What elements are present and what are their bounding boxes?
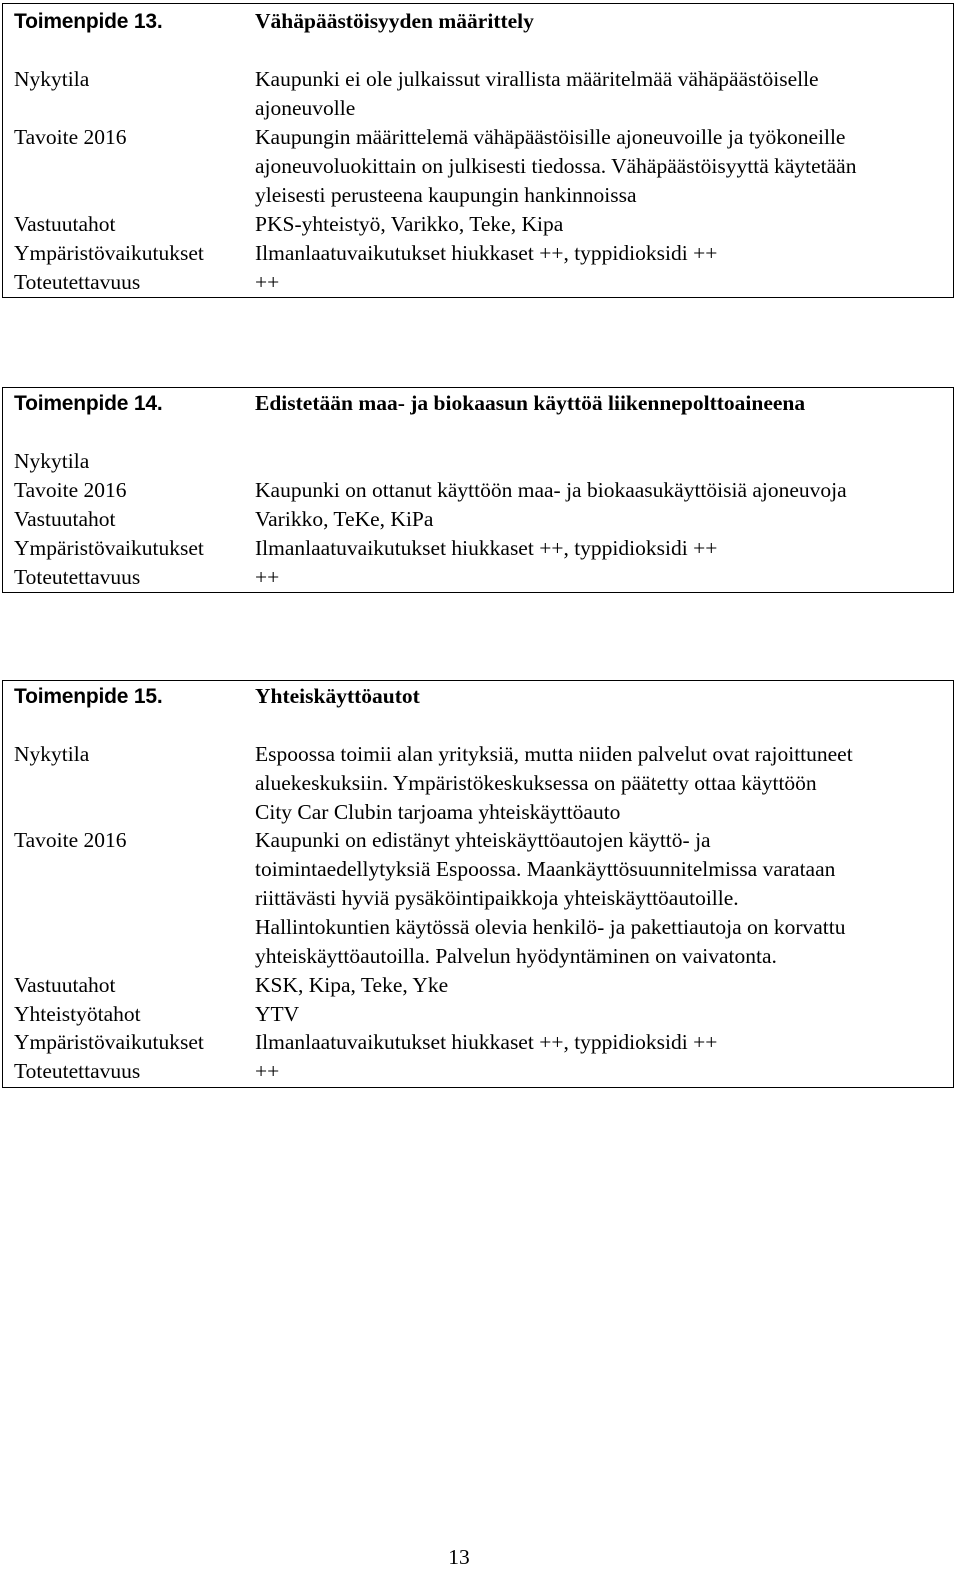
measure-number: Toimenpide 15. — [14, 685, 163, 708]
measure-13-table — [2, 3, 954, 298]
row-value — [255, 505, 950, 534]
value-line: KSK, Kipa, Teke, Yke — [255, 973, 449, 997]
row-label: Tavoite 2016 — [14, 478, 127, 502]
row-value — [255, 1057, 950, 1086]
value-line: ++ — [255, 270, 280, 294]
row-value — [255, 123, 950, 210]
row-label: Nykytila — [14, 742, 90, 766]
value-line: PKS-yhteistyö, Varikko, Teke, Kipa — [255, 212, 564, 236]
row-label: Vastuutahot — [14, 973, 116, 997]
value-line: YTV — [255, 1002, 300, 1026]
row-label: Toteutettavuus — [14, 565, 141, 589]
row-value — [255, 740, 950, 827]
measure-title: Yhteiskäyttöautot — [255, 684, 420, 708]
value-line: Kaupunki on edistänyt yhteiskäyttöautojen käyttö- ja — [255, 828, 711, 852]
value-line: riittävästi hyviä pysäköintipaikkoja yhteiskäyttöautoille. — [255, 886, 739, 910]
row-value — [255, 826, 950, 971]
row-label: Ympäristövaikutukset — [14, 536, 204, 560]
row-label: Yhteistyötahot — [14, 1002, 141, 1026]
value-line: yleisesti perusteena kaupungin hankinnoissa — [255, 183, 637, 207]
value-line: yhteiskäyttöautoilla. Palvelun hyödyntäminen on vaivatonta. — [255, 944, 777, 968]
value-line: Espoossa toimii alan yrityksiä, mutta niiden palvelut ovat rajoittuneet — [255, 742, 853, 766]
measure-title: Edistetään maa- ja biokaasun käyttöä liikennepolttoaineena — [255, 391, 806, 415]
value-line: ajoneuvolle — [255, 96, 356, 120]
measure-number: Toimenpide 14. — [14, 392, 163, 415]
value-line: Kaupunki on ottanut käyttöön maa- ja biokaasukäyttöisiä ajoneuvoja — [255, 478, 847, 502]
value-line: Kaupunki ei ole julkaissut virallista määritelmää vähäpäästöiselle — [255, 67, 819, 91]
row-label: Nykytila — [14, 449, 90, 473]
value-line: Ilmanlaatuvaikutukset hiukkaset ++, typpidioksidi ++ — [255, 1030, 718, 1054]
measure-15-table — [2, 680, 954, 1088]
row-label: Nykytila — [14, 67, 90, 91]
value-line: Ilmanlaatuvaikutukset hiukkaset ++, typpidioksidi ++ — [255, 241, 718, 265]
row-label: Vastuutahot — [14, 507, 116, 531]
row-label: Tavoite 2016 — [14, 828, 127, 852]
value-line: ++ — [255, 565, 280, 589]
value-line: aluekeskuksiin. Ympäristökeskuksessa on päätetty ottaa käyttöön — [255, 771, 817, 795]
row-label: Ympäristövaikutukset — [14, 241, 204, 265]
value-line: toimintaedellytyksiä Espoossa. Maankäyttösuunnitelmissa varataan — [255, 857, 836, 881]
value-line: Hallintokuntien käytössä olevia henkilö- ja pakettiautoja on korvattu — [255, 915, 846, 939]
row-value — [255, 1000, 950, 1029]
row-value — [255, 65, 950, 123]
row-label: Tavoite 2016 — [14, 125, 127, 149]
row-value — [255, 476, 950, 505]
value-line: Ilmanlaatuvaikutukset hiukkaset ++, typpidioksidi ++ — [255, 536, 718, 560]
row-value — [255, 210, 950, 239]
value-line: ajoneuvoluokittain on julkisesti tiedossa. Vähäpäästöisyyttä käytetään — [255, 154, 857, 178]
row-value — [255, 268, 950, 297]
row-value — [255, 563, 950, 592]
value-line: Kaupungin määrittelemä vähäpäästöisille ajoneuvoille ja työkoneille — [255, 125, 846, 149]
row-label: Toteutettavuus — [14, 270, 141, 294]
value-line: Varikko, TeKe, KiPa — [255, 507, 434, 531]
measure-14-table — [2, 387, 954, 593]
measure-number: Toimenpide 13. — [14, 10, 163, 33]
page-number: 13 — [448, 1545, 470, 1569]
row-value — [255, 239, 950, 268]
row-label: Toteutettavuus — [14, 1059, 141, 1083]
row-value — [255, 1028, 950, 1057]
measure-title: Vähäpäästöisyyden määrittely — [255, 9, 534, 33]
value-line: ++ — [255, 1059, 280, 1083]
row-value — [255, 534, 950, 563]
value-line: City Car Clubin tarjoama yhteiskäyttöauto — [255, 800, 621, 824]
row-value — [255, 971, 950, 1000]
row-label: Vastuutahot — [14, 212, 116, 236]
row-label: Ympäristövaikutukset — [14, 1030, 204, 1054]
